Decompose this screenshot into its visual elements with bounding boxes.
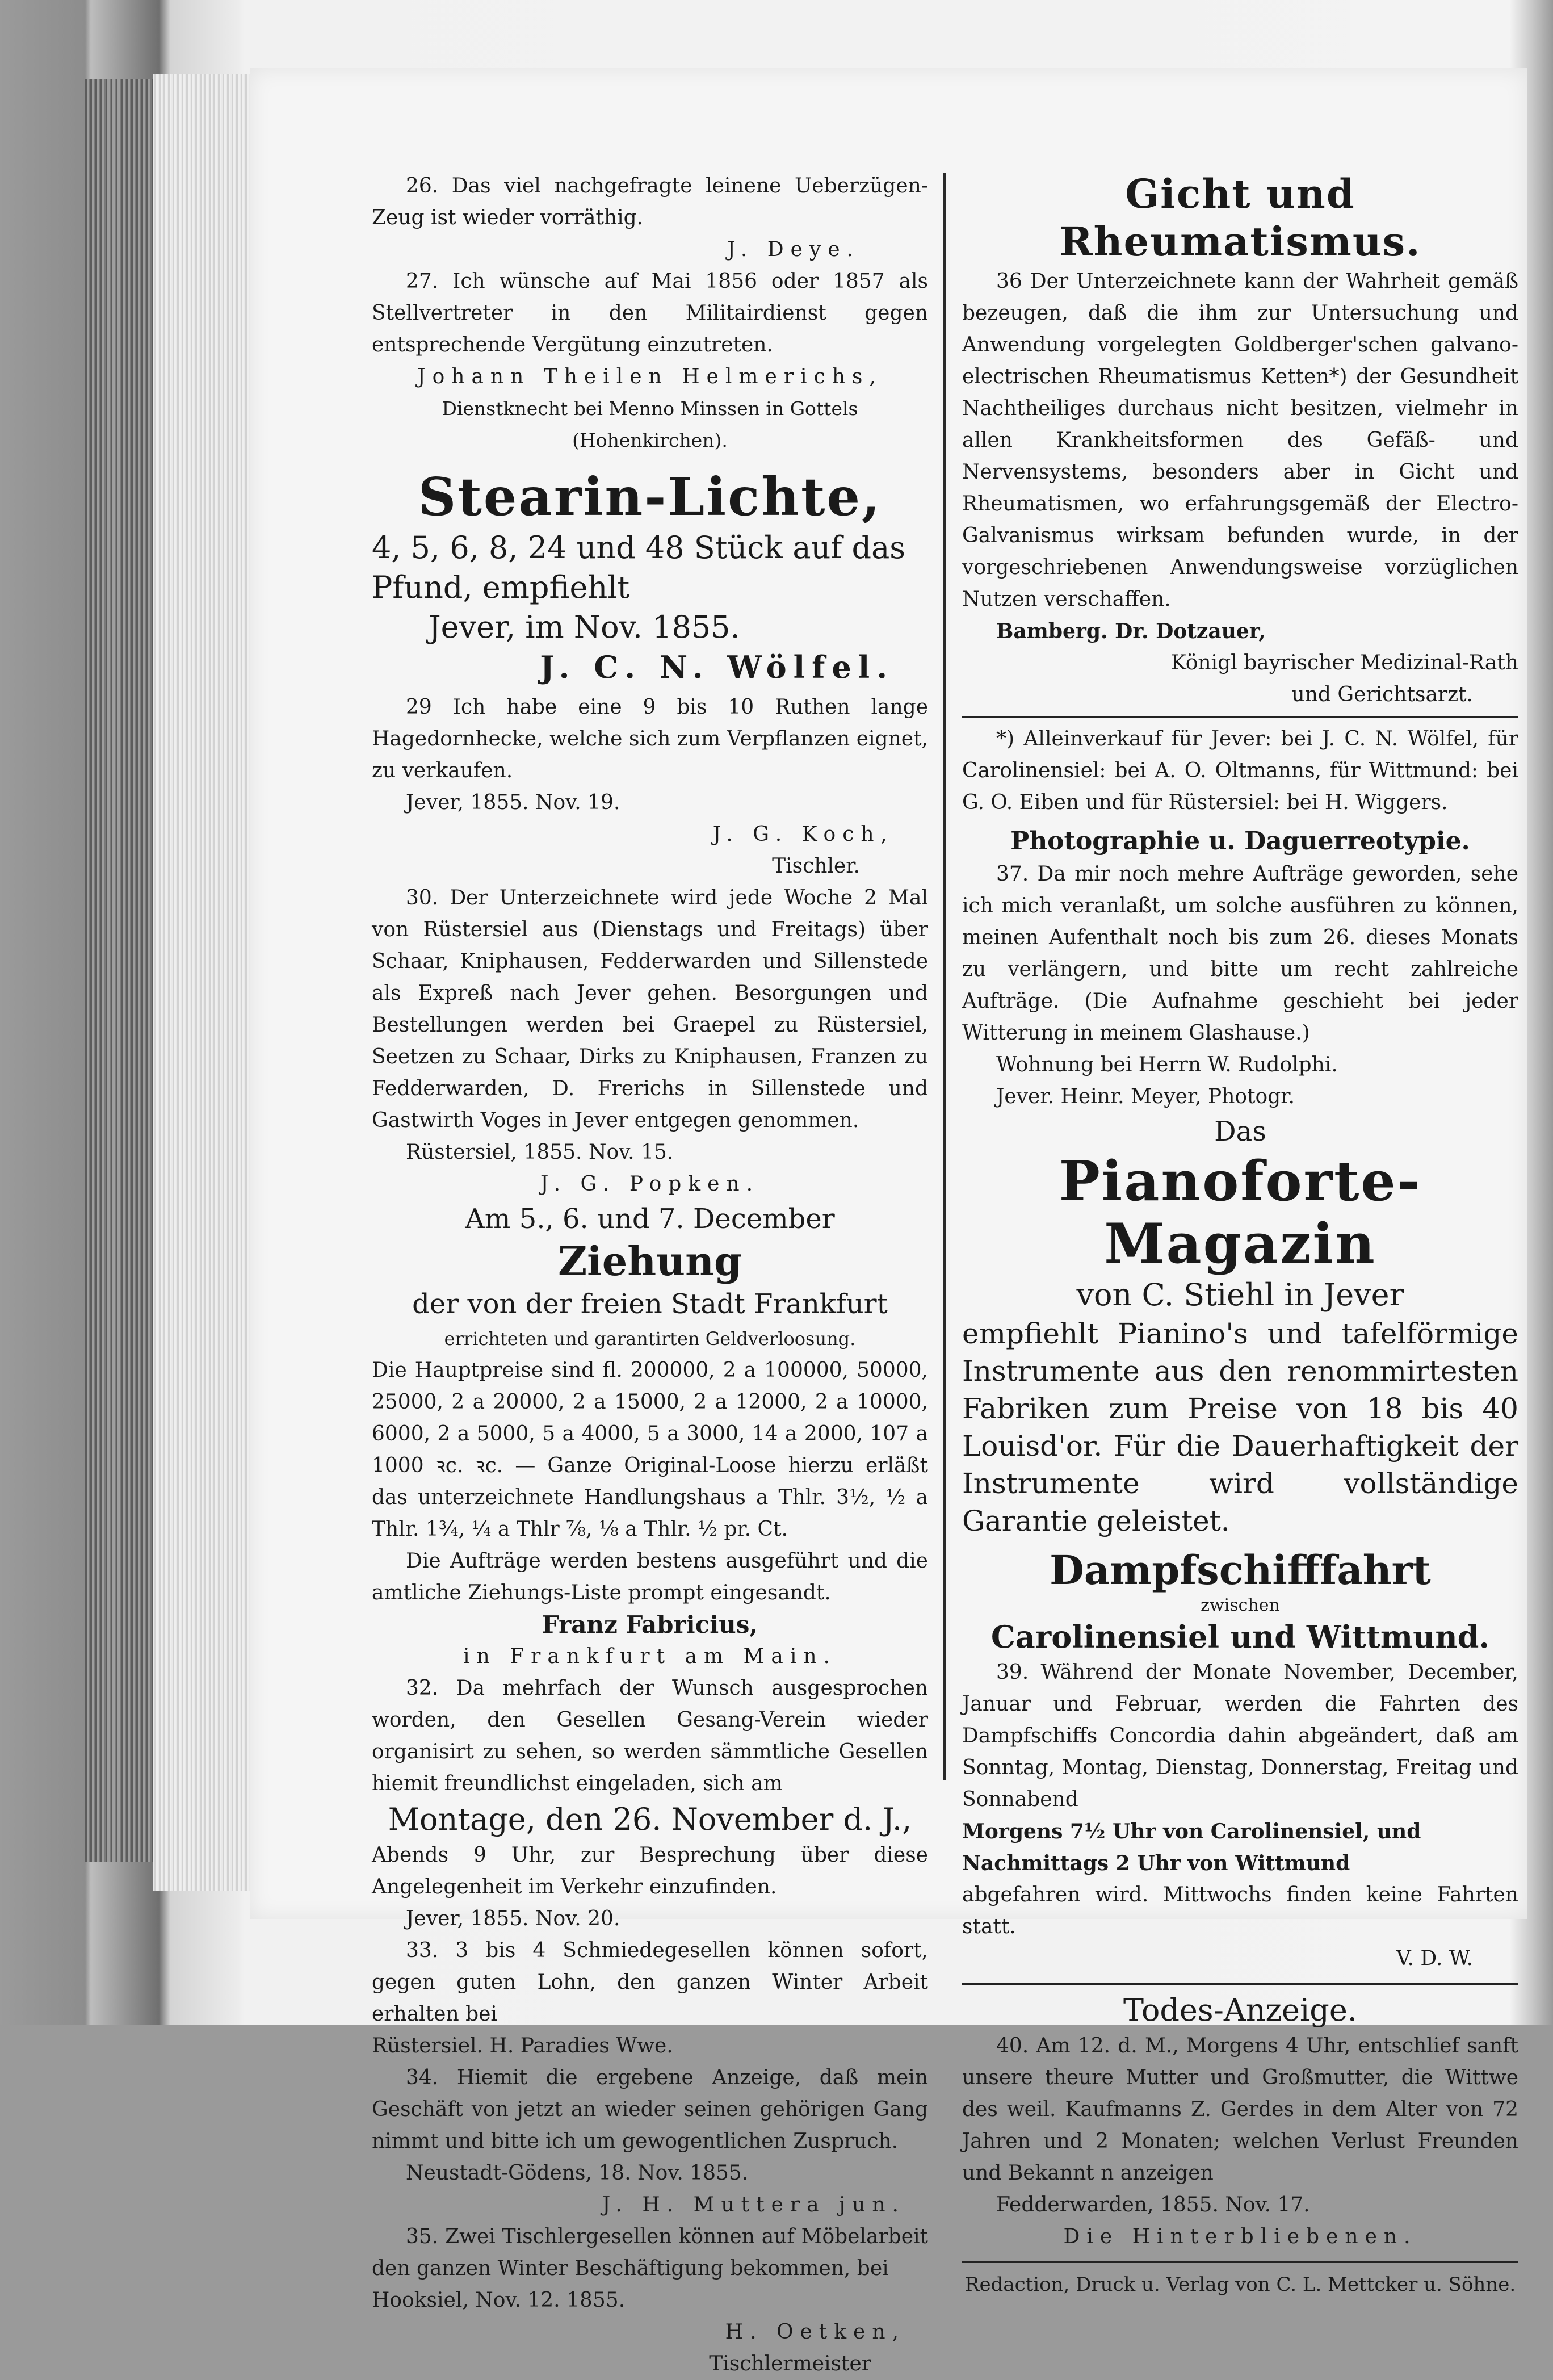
ad-29: 29 Ich habe eine 9 bis 10 Ruthen lange Hagedornhecke, welche sich zum Verpflanzen eignet, zu verkaufen. xyxy=(372,695,928,782)
ad-29-signature: J. G. Koch, xyxy=(712,823,894,846)
ad-39: 39. Während der Monate November, December, Januar und Februar, werden die Fahrten des Dampfschiffs Concordia dahin abgeändert, daß am Sonntag, Montag, Dienstag, Donnerstag, Freitag und Sonnabend xyxy=(962,1661,1518,1811)
dampf-between: zwischen xyxy=(1201,1595,1280,1615)
ad-31-body: Die Hauptpreise sind fl. 200000, 2 a 100000, 50000, 25000, 2 a 20000, 2 a 15000, 2 a 12000, 2 a 10000, 6000, 2 a 5000, 5 a 4000, 5 a 3000, 14 a 2000, 107 a 1000 ꝛc. ꝛc. — Ganze Original-Loose hierzu erläßt das unterzeichnete Handlungshaus a Thlr. 3½, ½ a Thlr. 1¾, ¼ a Thlr ⅞, ⅛ a Thlr. ½ pr. Ct. xyxy=(372,1359,928,1541)
ad-30-date: Rüstersiel, 1855. Nov. 15. xyxy=(406,1141,674,1164)
ad-37: 37. Da mir noch mehre Aufträge geworden, sehe ich mich veranlaßt, um solche ausführen zu können, meinen Aufenthalt noch bis zum 26. dieses Monats zu verlängern, und bitte um recht zahlreiche Aufträge. (Die Aufnahme geschieht bei jeder Witterung in meinem Glashause.) xyxy=(962,862,1518,1045)
ad-40: 40. Am 12. d. M., Morgens 4 Uhr, entschlief sanft unsere theure Mutter und Großmutter, die Wittwe des weil. Kaufmanns Z. Gerdes in dem Alter von 72 Jahren und 2 Monaten; welchen Verlust Freunden und Bekannt n anzeigen xyxy=(962,2034,1518,2185)
ad-27: 27. Ich wünsche auf Mai 1856 oder 1857 als Stellvertreter in den Militairdienst gegen entsprechende Vergütung einzutreten. xyxy=(372,270,928,357)
ad-31-subtitle: der von der freien Stadt Frankfurt xyxy=(412,1288,888,1320)
ad-30-signature: J. G. Popken. xyxy=(540,1172,760,1196)
stearin-title: Stearin-Lichte, xyxy=(418,466,882,527)
ad-36-signature-3: und Gerichtsarzt. xyxy=(1291,683,1473,706)
ad-34: 34. Hiemit die ergebene Anzeige, daß mein Geschäft von jetzt an wieder seinen gehörigen Gang nimmt und bitte ich um gewogentlichen Zuspruch. xyxy=(372,2066,928,2153)
ad-36-signature: Bamberg. Dr. Dotzauer, xyxy=(996,619,1266,643)
ad-31-title: Ziehung xyxy=(558,1238,742,1285)
ad-35-signature: H. Oetken, xyxy=(725,2320,905,2344)
ad-26: 26. Das viel nachgefragte leinene Ueberzügen-Zeug ist wieder vorräthig. xyxy=(372,174,928,229)
ad-34-date: Neustadt-Gödens, 18. Nov. 1855. xyxy=(406,2161,749,2185)
stearin-line-2: Pfund, empfiehlt xyxy=(372,569,630,605)
ad-39-end: abgefahren wird. Mittwochs finden keine Fahrten statt. xyxy=(962,1883,1518,1938)
ad-39-bold-2: Nachmittags 2 Uhr von Wittmund xyxy=(962,1851,1350,1875)
ad-39-bold-1: Morgens 7½ Uhr von Carolinensiel, und xyxy=(962,1820,1421,1843)
gicht-title: Gicht und Rheumatismus. xyxy=(1059,170,1421,265)
ad-34-signature: J. H. Muttera jun. xyxy=(602,2193,905,2216)
stearin-line-4: J. C. N. Wölfel. xyxy=(540,649,894,685)
photo-title: Photographie u. Daguerreotypie. xyxy=(1010,827,1470,856)
ad-29-signature-2: Tischler. xyxy=(772,854,860,878)
ad-33-signature: Rüstersiel. H. Paradies Wwe. xyxy=(372,2034,673,2058)
ad-31-body-2: Die Aufträge werden bestens ausgeführt und die amtliche Ziehungs-Liste prompt eingesandt. xyxy=(372,1549,928,1604)
ad-31-signature: Franz Fabricius, xyxy=(542,1611,758,1639)
ad-39-signature: V. D. W. xyxy=(1396,1947,1473,1970)
imprint: Redaction, Druck u. Verlag von C. L. Mettcker u. Söhne. xyxy=(964,2273,1516,2296)
ad-35-signature-2: Tischlermeister xyxy=(709,2352,871,2375)
stearin-line-3: Jever, im Nov. 1855. xyxy=(429,609,740,645)
ad-31-signature-2: in Frankfurt am Main. xyxy=(463,1645,837,1668)
stearin-line-1: 4, 5, 6, 8, 24 und 48 Stück auf das xyxy=(372,530,905,565)
todes-title: Todes-Anzeige. xyxy=(1123,1992,1357,2028)
piano-title: Pianoforte-Magazin xyxy=(1059,1149,1422,1276)
dampf-title: Dampfschifffahrt xyxy=(1050,1547,1431,1594)
ad-33: 33. 3 bis 4 Schmiedegesellen können sofort, gegen guten Lohn, den ganzen Winter Arbeit erhalten bei xyxy=(372,1939,928,2026)
book-spine xyxy=(85,79,153,1862)
ad-31-subtitle-2: errichteten und garantirten Geldverloosung. xyxy=(444,1328,856,1350)
ad-32-heading: Montage, den 26. November d. J., xyxy=(388,1801,912,1837)
ad-35-date: Hooksiel, Nov. 12. 1855. xyxy=(372,2289,626,2312)
piano-das: Das xyxy=(1214,1116,1266,1147)
ad-32-date: Jever, 1855. Nov. 20. xyxy=(406,1907,620,1930)
piano-by: von C. Stiehl in Jever xyxy=(1076,1277,1404,1313)
right-column xyxy=(962,170,1518,2301)
ad-27-signature-2: Dienstknecht bei Menno Minssen in Gottels (Hohenkirchen). xyxy=(442,397,858,451)
piano-body: empfiehlt Pianino's und tafelförmige Instrumente aus den renommirtesten Fabriken zum Preise von 18 bis 40 Louisd'or. Für die Dauerhaftigkeit der Instrumente wird vollständige Garantie geleistet. xyxy=(962,1317,1518,1537)
ad-36: 36 Der Unterzeichnete kann der Wahrheit gemäß bezeugen, daß die ihm zur Untersuchung und Anwendung vorgelegten Goldberger'schen galvano-electrischen Rheumatismus Ketten*) der Gesundheit Nachtheiliges durchaus nicht besitzen, vielmehr in allen Krankheitsformen des Gefäß- und Nervensystems, besonders aber in Gicht und Rheumatismen, wo erfahrungsgemäß der Electro-Galvanismus wirksam befunden wurde, in der vorgeschriebenen Anwendungsweise vorzüglichen Nutzen verschaffen. xyxy=(962,270,1518,611)
ad-29-date: Jever, 1855. Nov. 19. xyxy=(406,791,620,814)
ad-31-date: Am 5., 6. und 7. December xyxy=(465,1203,835,1235)
ad-36-signature-2: Königl bayrischer Medizinal-Rath xyxy=(1170,651,1518,674)
ad-32-body: Abends 9 Uhr, zur Besprechung über diese Angelegenheit im Verkehr einzufinden. xyxy=(372,1843,928,1899)
ad-37-signature: Jever. Heinr. Meyer, Photogr. xyxy=(996,1085,1295,1108)
rule xyxy=(962,716,1518,718)
dampf-subtitle: Carolinensiel und Wittmund. xyxy=(990,1619,1490,1655)
ad-35: 35. Zwei Tischlergesellen können auf Möbelarbeit den ganzen Winter Beschäftigung bekommen, bei xyxy=(372,2225,928,2280)
ad-32: 32. Da mehrfach der Wunsch ausgesprochen worden, den Gesellen Gesang-Verein wieder organisirt zu sehen, so werden sämmtliche Gesellen hiemit freundlichst eingeladen, sich am xyxy=(372,1677,928,1795)
ad-26-signature: J. Deye. xyxy=(727,238,860,261)
newspaper-page xyxy=(250,68,1527,2375)
rule xyxy=(962,2261,1518,2263)
column-divider xyxy=(943,173,946,1780)
ad-40-signature: Die Hinterbliebenen. xyxy=(1063,2225,1417,2248)
left-column xyxy=(372,170,928,2380)
ad-40-date: Fedderwarden, 1855. Nov. 17. xyxy=(996,2193,1310,2216)
ad-30: 30. Der Unterzeichnete wird jede Woche 2 Mal von Rüstersiel aus (Dienstags und Freitags) über Schaar, Kniphausen, Fedderwarden und Sillenstede als Expreß nach Jever gehen. Besorgungen und Bestellungen werden bei Graepel zu Rüstersiel, Seetzen zu Schaar, Dirks zu Kniphausen, Franzen zu Fedderwarden, D. Frerichs in Sillenstede und Gastwirth Voges in Jever entgegen genommen. xyxy=(372,886,928,1132)
rule xyxy=(962,1983,1518,1985)
page-stack-edge xyxy=(153,74,250,1891)
ad-37-address: Wohnung bei Herrn W. Rudolphi. xyxy=(996,1053,1338,1076)
ad-36-footnote: *) Alleinverkauf für Jever: bei J. C. N. Wölfel, für Carolinensiel: bei A. O. Oltmanns, für Wittmund: bei G. O. Eiben und für Rüstersiel: bei H. Wiggers. xyxy=(962,727,1518,814)
ad-27-signature: Johann Theilen Helmerichs, xyxy=(417,365,883,388)
